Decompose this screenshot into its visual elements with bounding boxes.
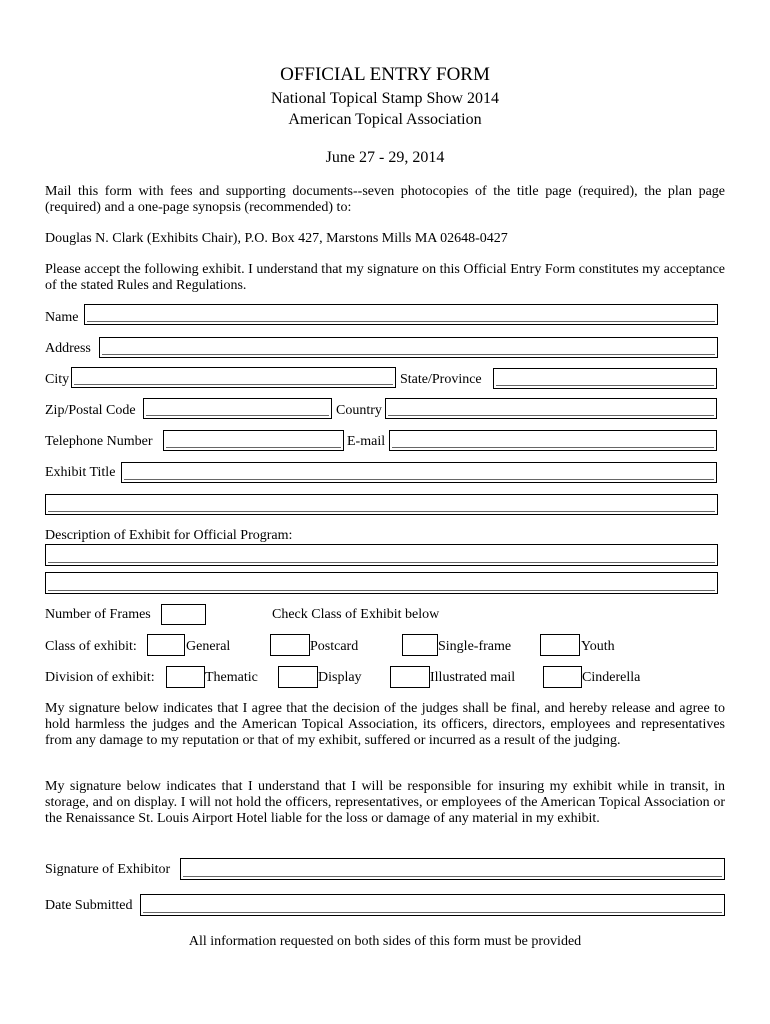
- class-general-checkbox[interactable]: [147, 634, 185, 656]
- zip-field[interactable]: [143, 398, 332, 419]
- acceptance-statement: Please accept the following exhibit. I understand that my signature on this Official Entry Form constitutes my acceptance of the stated Rules and Regulations.: [45, 262, 725, 293]
- division-thematic-checkbox[interactable]: [166, 666, 205, 688]
- class-label: Class of exhibit:: [45, 639, 137, 654]
- class-youth-label: Youth: [581, 639, 615, 654]
- footer-note: All information requested on both sides of this form must be provided: [188, 934, 582, 949]
- frames-field[interactable]: [161, 604, 206, 625]
- email-label: E-mail: [347, 434, 386, 449]
- form-title: OFFICIAL ENTRY FORM: [280, 64, 490, 85]
- division-thematic-label: Thematic: [205, 670, 258, 685]
- city-field[interactable]: [71, 367, 396, 388]
- mailing-address: Douglas N. Clark (Exhibits Chair), P.O. Box 427, Marstons Mills MA 02648-0427: [45, 231, 508, 246]
- exhibit-title-field-2[interactable]: [45, 494, 718, 515]
- signature-field[interactable]: [180, 858, 725, 880]
- division-display-checkbox[interactable]: [278, 666, 318, 688]
- class-youth-checkbox[interactable]: [540, 634, 580, 656]
- name-field[interactable]: [84, 304, 718, 325]
- address-label: Address: [45, 341, 91, 356]
- show-dates: June 27 - 29, 2014: [325, 149, 445, 166]
- description-label: Description of Exhibit for Official Program:: [45, 528, 293, 543]
- email-field[interactable]: [389, 430, 717, 451]
- description-field-1[interactable]: [45, 544, 718, 566]
- class-single-frame-label: Single-frame: [438, 639, 512, 654]
- division-illustrated-mail-label: Illustrated mail: [430, 670, 516, 685]
- division-cinderella-label: Cinderella: [582, 670, 641, 685]
- organization-name: American Topical Association: [288, 111, 482, 128]
- division-illustrated-mail-checkbox[interactable]: [390, 666, 430, 688]
- division-display-label: Display: [318, 670, 362, 685]
- exhibit-title-label: Exhibit Title: [45, 465, 116, 480]
- description-field-2[interactable]: [45, 572, 718, 594]
- state-label: State/Province: [400, 372, 482, 387]
- class-postcard-label: Postcard: [310, 639, 359, 654]
- city-label: City: [45, 372, 70, 387]
- frames-label: Number of Frames: [45, 607, 151, 622]
- class-general-label: General: [186, 639, 231, 654]
- check-class-label: Check Class of Exhibit below: [272, 607, 440, 622]
- division-label: Division of exhibit:: [45, 670, 155, 685]
- telephone-field[interactable]: [163, 430, 344, 451]
- class-postcard-checkbox[interactable]: [270, 634, 310, 656]
- date-submitted-label: Date Submitted: [45, 898, 133, 913]
- judges-statement: My signature below indicates that I agree that the decision of the judges shall be final, and hereby release and agree to hold harmless the judges and the American Topical Association, its officers, directors, employees and representatives from any damage to my reputation or that of my exhibit, suffered or incurred as a result of the judging.: [45, 701, 725, 748]
- date-submitted-field[interactable]: [140, 894, 725, 916]
- country-label: Country: [336, 403, 382, 418]
- state-field[interactable]: [493, 368, 717, 389]
- division-cinderella-checkbox[interactable]: [543, 666, 582, 688]
- exhibit-title-field-1[interactable]: [121, 462, 717, 483]
- show-name: National Topical Stamp Show 2014: [271, 90, 499, 107]
- country-field[interactable]: [385, 398, 717, 419]
- mail-instructions: Mail this form with fees and supporting documents--seven photocopies of the title page (required), the plan page (required) and a one-page synopsis (recommended) to:: [45, 184, 725, 215]
- name-label: Name: [45, 310, 79, 325]
- telephone-label: Telephone Number: [45, 434, 153, 449]
- zip-label: Zip/Postal Code: [45, 403, 136, 418]
- address-field[interactable]: [99, 337, 718, 358]
- insurance-statement: My signature below indicates that I understand that I will be responsible for insuring my exhibit while in transit, in storage, and on display. I will not hold the officers, representatives, or employees of the American Topical Association or the Renaissance St. Louis Airport Hotel liable for the loss or damage of any material in my exhibit.: [45, 779, 725, 826]
- signature-label: Signature of Exhibitor: [45, 862, 171, 877]
- class-single-frame-checkbox[interactable]: [402, 634, 438, 656]
